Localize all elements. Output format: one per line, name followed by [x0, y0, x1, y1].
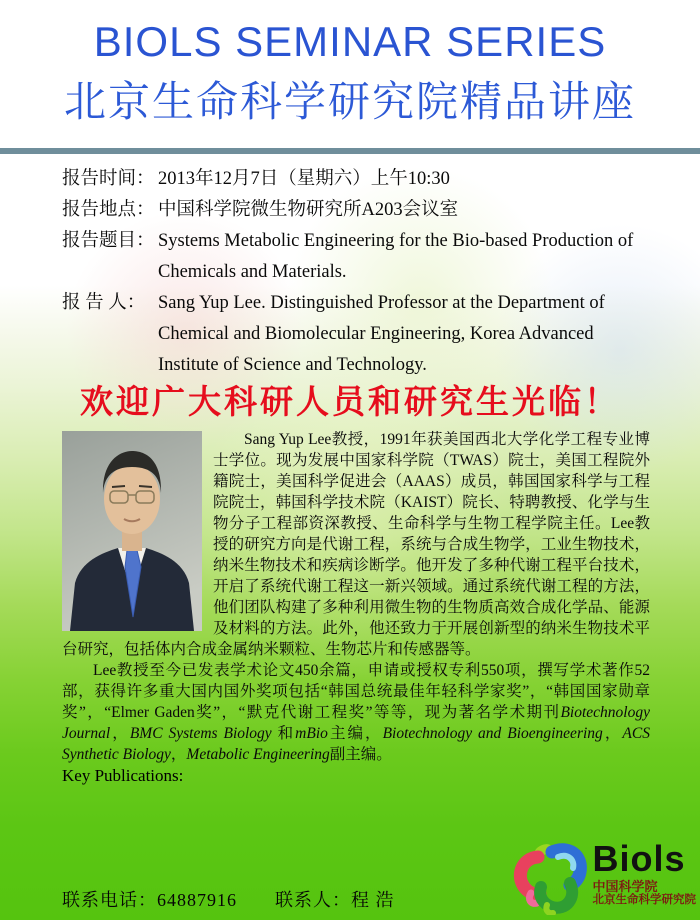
speaker-bio-section — [62, 429, 650, 765]
info-row-location — [62, 195, 650, 226]
bio-paragraph-1: Sang Yup Lee教授，1991年获美国西北大学化学工程专业博士学位。现为发展中国家科学院（TWAS）院士，美国工程院外籍院士，美国科学促进会（AAAS）成员，韩国国家科学与工程院院士，韩国科学技术院（KAIST）院长、特聘教授、化学与生物分子工程部资深教授、生命科学与生物工程学院主任。Lee教授的研究方向是代谢工程，系统与合成生物学，工业生物技术，纳米生物技术和疾病诊断学。他开发了多种代谢工程平台技术，开启了系统代谢工程这一新兴领域。通过系统代谢工程的方法，他们团队构建了多种利用微生物的生物质高效合成化学品、能源及材料的方法。此外，他还致力于开展创新型的纳米生物技术平台研究，包括体内合成金属纳米颗粒、生物芯片和传感器等。 — [62, 431, 650, 658]
contact-info — [62, 886, 395, 912]
seminar-info — [62, 164, 650, 381]
biols-logo-name: Biols — [592, 838, 686, 879]
biols-logo-icon — [507, 841, 591, 920]
seminar-series-title: BIOLS SEMINAR SERIES — [93, 18, 607, 65]
contact-person-name: 程 浩 — [351, 890, 395, 910]
phone-number: 64887916 — [157, 890, 237, 910]
topic-label: 报告题目： — [62, 231, 155, 251]
info-row-time — [62, 164, 650, 195]
logo-org-biols: 北京生命科学研究院 — [592, 894, 696, 906]
header-divider — [0, 148, 700, 154]
phone-label: 联系电话： — [62, 890, 157, 910]
biols-logo-text — [592, 838, 697, 907]
logo-org-cas: 中国科学院 — [592, 879, 658, 894]
topic-value: Systems Metabolic Engineering for the Bio-based Production of Chemicals and Materials. — [158, 231, 634, 282]
speaker-photo — [62, 431, 202, 631]
speaker-label: 报 告 人： — [62, 293, 146, 313]
info-row-speaker — [62, 288, 650, 381]
seminar-title-chinese: 北京生命科学研究院精品讲座 — [63, 78, 636, 125]
location-value: 中国科学院微生物研究所A203会议室 — [158, 200, 459, 220]
info-row-topic — [62, 226, 650, 288]
time-label: 报告时间： — [62, 169, 155, 189]
publications-heading: Key Publications: — [62, 766, 184, 785]
speaker-value: Sang Yup Lee. Distinguished Professor at the Department of Chemical and Biomolecular Engineering, Korea Advanced Institute of Science and Technology. — [158, 293, 605, 375]
location-label: 报告地点： — [62, 200, 155, 220]
contact-person-label: 联系人： — [275, 890, 351, 910]
biols-logo — [507, 838, 697, 920]
bio-paragraph-2: Lee教授至今已发表学术论文450余篇，申请或授权专利550项，撰写学术著作52部，获得许多重大国内国外奖项包括“韩国总统最佳年轻科学家奖”，“韩国国家勋章奖”，“Elmer Gaden奖”，“默克代谢工程奖”等等，现为著名学术期刊Biotechnology Journal，BMC Systems Biology 和mBio主编，Biotechnology and Bioengineering，ACS Synthetic Biology，Metabolic Engineering副主编。 — [62, 662, 650, 763]
welcome-banner: 欢迎广大科研人员和研究生光临！ — [80, 385, 620, 421]
time-value: 2013年12月7日（星期六）上午10:30 — [158, 169, 450, 189]
